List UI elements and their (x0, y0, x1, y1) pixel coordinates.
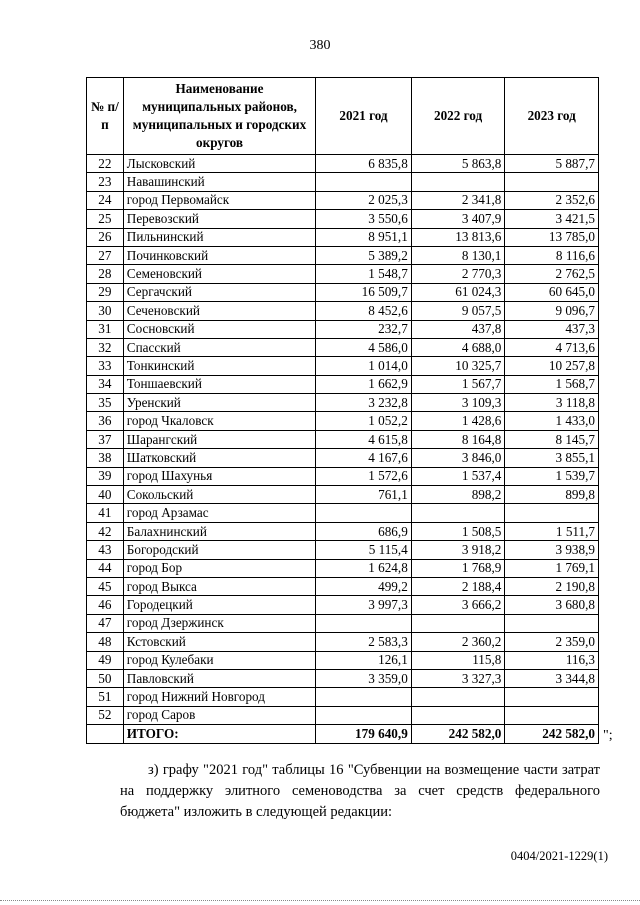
table-row (87, 651, 599, 669)
table-row (87, 357, 599, 375)
row-value-2022: 1 428,6 (411, 412, 505, 430)
amendment-paragraph (120, 760, 600, 823)
row-value-2023: 1 511,7 (505, 522, 599, 540)
total-2023: 242 582,0 (505, 725, 599, 743)
total-label: ИТОГО: (123, 725, 315, 743)
row-value-2022: 1 537,4 (411, 467, 505, 485)
row-number: 35 (87, 394, 124, 412)
table-row (87, 302, 599, 320)
table-row (87, 633, 599, 651)
table-row (87, 486, 599, 504)
row-number: 28 (87, 265, 124, 283)
table-row (87, 688, 599, 706)
row-value-2023 (505, 706, 599, 724)
row-value-2021: 1 624,8 (316, 559, 412, 577)
row-name: Павловский (123, 669, 315, 687)
row-value-2022: 3 407,9 (411, 210, 505, 228)
row-value-2022: 4 688,0 (411, 338, 505, 356)
row-value-2023: 2 359,0 (505, 633, 599, 651)
row-value-2021: 5 389,2 (316, 246, 412, 264)
row-value-2021: 2 025,3 (316, 191, 412, 209)
row-number: 26 (87, 228, 124, 246)
row-value-2023: 2 762,5 (505, 265, 599, 283)
row-name: город Бор (123, 559, 315, 577)
row-name: Семеновский (123, 265, 315, 283)
row-value-2023: 1 769,1 (505, 559, 599, 577)
table-row (87, 155, 599, 173)
table-row (87, 375, 599, 393)
subsidy-table (86, 77, 599, 744)
row-value-2023: 3 938,9 (505, 541, 599, 559)
row-number: 43 (87, 541, 124, 559)
row-number: 33 (87, 357, 124, 375)
row-value-2023 (505, 173, 599, 191)
table-row (87, 669, 599, 687)
table-row (87, 449, 599, 467)
row-value-2022: 437,8 (411, 320, 505, 338)
row-name: город Первомайск (123, 191, 315, 209)
table-row (87, 541, 599, 559)
row-value-2021: 1 548,7 (316, 265, 412, 283)
table-row (87, 559, 599, 577)
table-row (87, 430, 599, 448)
total-2021: 179 640,9 (316, 725, 412, 743)
row-value-2023: 1 539,7 (505, 467, 599, 485)
row-value-2022: 1 567,7 (411, 375, 505, 393)
row-value-2023: 3 421,5 (505, 210, 599, 228)
row-value-2021 (316, 614, 412, 632)
table-row (87, 246, 599, 264)
row-value-2021: 4 615,8 (316, 430, 412, 448)
row-name: Спасский (123, 338, 315, 356)
row-value-2023: 3 680,8 (505, 596, 599, 614)
row-value-2023: 2 352,6 (505, 191, 599, 209)
row-number: 48 (87, 633, 124, 651)
row-value-2021: 1 014,0 (316, 357, 412, 375)
row-value-2021 (316, 688, 412, 706)
row-value-2021: 3 550,6 (316, 210, 412, 228)
row-number: 49 (87, 651, 124, 669)
row-value-2023: 2 190,8 (505, 577, 599, 595)
row-value-2023: 116,3 (505, 651, 599, 669)
row-name: город Арзамас (123, 504, 315, 522)
table-row (87, 504, 599, 522)
table-row (87, 173, 599, 191)
row-value-2022: 13 813,6 (411, 228, 505, 246)
row-value-2022: 3 109,3 (411, 394, 505, 412)
table-row (87, 467, 599, 485)
row-name: город Кулебаки (123, 651, 315, 669)
row-number: 39 (87, 467, 124, 485)
table-header-row (87, 78, 599, 155)
row-value-2022 (411, 688, 505, 706)
row-number: 42 (87, 522, 124, 540)
row-value-2021: 3 359,0 (316, 669, 412, 687)
row-value-2022: 2 770,3 (411, 265, 505, 283)
row-value-2022: 2 341,8 (411, 191, 505, 209)
row-number: 50 (87, 669, 124, 687)
row-value-2023: 1 568,7 (505, 375, 599, 393)
total-num-cell (87, 725, 124, 743)
row-number: 40 (87, 486, 124, 504)
row-value-2023: 899,8 (505, 486, 599, 504)
row-number: 22 (87, 155, 124, 173)
row-number: 23 (87, 173, 124, 191)
header-2022: 2022 год (411, 78, 505, 155)
row-value-2023: 3 118,8 (505, 394, 599, 412)
row-value-2023: 60 645,0 (505, 283, 599, 301)
row-name: Уренский (123, 394, 315, 412)
row-value-2023: 10 257,8 (505, 357, 599, 375)
row-name: Навашинский (123, 173, 315, 191)
row-value-2023 (505, 614, 599, 632)
row-number: 47 (87, 614, 124, 632)
total-row (87, 725, 599, 743)
row-name: город Саров (123, 706, 315, 724)
row-name: город Нижний Новгород (123, 688, 315, 706)
row-value-2021: 686,9 (316, 522, 412, 540)
row-number: 46 (87, 596, 124, 614)
document-code: 0404/2021-1229(1) (510, 849, 608, 863)
amendment-text: з) графу "2021 год" таблицы 16 "Субвенции на возмещение части затрат на поддержку элитного семеноводства за счет средств федерального бюджета" изложить в следующей редакции: (120, 762, 600, 820)
row-number: 37 (87, 430, 124, 448)
row-value-2022: 2 360,2 (411, 633, 505, 651)
row-name: Сергачский (123, 283, 315, 301)
row-value-2023: 5 887,7 (505, 155, 599, 173)
row-value-2021: 8 452,6 (316, 302, 412, 320)
row-value-2022: 9 057,5 (411, 302, 505, 320)
row-value-2023: 3 344,8 (505, 669, 599, 687)
row-number: 52 (87, 706, 124, 724)
row-name: Лысковский (123, 155, 315, 173)
row-value-2022: 3 327,3 (411, 669, 505, 687)
row-name: город Дзержинск (123, 614, 315, 632)
row-name: Тонкинский (123, 357, 315, 375)
table-row (87, 338, 599, 356)
table-row (87, 522, 599, 540)
row-value-2021: 3 997,3 (316, 596, 412, 614)
row-name: Перевозский (123, 210, 315, 228)
row-number: 31 (87, 320, 124, 338)
row-value-2023: 13 785,0 (505, 228, 599, 246)
row-name: Шарангский (123, 430, 315, 448)
closing-quote: "; (603, 728, 613, 743)
row-number: 44 (87, 559, 124, 577)
page-number: 380 (309, 38, 331, 53)
row-value-2021: 761,1 (316, 486, 412, 504)
row-value-2022: 3 846,0 (411, 449, 505, 467)
bottom-divider (0, 900, 640, 901)
row-value-2021: 2 583,3 (316, 633, 412, 651)
row-value-2021: 3 232,8 (316, 394, 412, 412)
header-num: № п/п (87, 78, 124, 155)
row-name: Городецкий (123, 596, 315, 614)
row-value-2022: 5 863,8 (411, 155, 505, 173)
row-number: 38 (87, 449, 124, 467)
row-value-2023: 9 096,7 (505, 302, 599, 320)
row-name: Балахнинский (123, 522, 315, 540)
row-value-2023 (505, 688, 599, 706)
table-row (87, 191, 599, 209)
row-value-2021: 1 052,2 (316, 412, 412, 430)
table-row (87, 265, 599, 283)
row-value-2021: 8 951,1 (316, 228, 412, 246)
row-number: 30 (87, 302, 124, 320)
row-name: Кстовский (123, 633, 315, 651)
row-value-2022: 10 325,7 (411, 357, 505, 375)
row-value-2021: 4 586,0 (316, 338, 412, 356)
table-row (87, 210, 599, 228)
row-number: 41 (87, 504, 124, 522)
table-row (87, 412, 599, 430)
row-name: Пильнинский (123, 228, 315, 246)
row-value-2023: 4 713,6 (505, 338, 599, 356)
total-2022: 242 582,0 (411, 725, 505, 743)
table-row (87, 283, 599, 301)
row-value-2022: 3 918,2 (411, 541, 505, 559)
row-value-2023: 437,3 (505, 320, 599, 338)
row-value-2022: 115,8 (411, 651, 505, 669)
row-value-2021 (316, 504, 412, 522)
header-2021: 2021 год (316, 78, 412, 155)
row-value-2021: 1 662,9 (316, 375, 412, 393)
row-value-2023: 3 855,1 (505, 449, 599, 467)
row-value-2022 (411, 706, 505, 724)
row-value-2021: 1 572,6 (316, 467, 412, 485)
table-row (87, 706, 599, 724)
row-name: Богородский (123, 541, 315, 559)
header-name: Наименование муниципальных районов, муниципальных и городских округов (123, 78, 315, 155)
row-value-2021: 6 835,8 (316, 155, 412, 173)
row-number: 34 (87, 375, 124, 393)
row-name: город Выкса (123, 577, 315, 595)
row-number: 36 (87, 412, 124, 430)
row-value-2023: 1 433,0 (505, 412, 599, 430)
row-value-2021: 126,1 (316, 651, 412, 669)
row-value-2022: 8 130,1 (411, 246, 505, 264)
row-value-2021: 16 509,7 (316, 283, 412, 301)
table-row (87, 577, 599, 595)
row-number: 24 (87, 191, 124, 209)
row-value-2022 (411, 614, 505, 632)
table-row (87, 596, 599, 614)
row-value-2022: 898,2 (411, 486, 505, 504)
table-row (87, 614, 599, 632)
row-name: Шатковский (123, 449, 315, 467)
table-row (87, 228, 599, 246)
header-2023: 2023 год (505, 78, 599, 155)
table-row (87, 394, 599, 412)
row-value-2023: 8 145,7 (505, 430, 599, 448)
row-number: 27 (87, 246, 124, 264)
row-value-2021 (316, 173, 412, 191)
row-value-2022: 2 188,4 (411, 577, 505, 595)
row-number: 51 (87, 688, 124, 706)
row-name: Сосновский (123, 320, 315, 338)
row-value-2022 (411, 504, 505, 522)
row-number: 32 (87, 338, 124, 356)
row-name: город Чкаловск (123, 412, 315, 430)
row-name: Починковский (123, 246, 315, 264)
row-value-2021 (316, 706, 412, 724)
row-value-2021: 5 115,4 (316, 541, 412, 559)
row-value-2022: 8 164,8 (411, 430, 505, 448)
row-name: Сокольский (123, 486, 315, 504)
row-value-2022: 61 024,3 (411, 283, 505, 301)
row-number: 29 (87, 283, 124, 301)
row-value-2023 (505, 504, 599, 522)
row-value-2023: 8 116,6 (505, 246, 599, 264)
row-number: 25 (87, 210, 124, 228)
row-value-2021: 499,2 (316, 577, 412, 595)
row-value-2021: 4 167,6 (316, 449, 412, 467)
row-number: 45 (87, 577, 124, 595)
row-value-2022: 3 666,2 (411, 596, 505, 614)
table-row (87, 320, 599, 338)
row-value-2021: 232,7 (316, 320, 412, 338)
row-name: город Шахунья (123, 467, 315, 485)
row-value-2022: 1 508,5 (411, 522, 505, 540)
row-name: Сеченовский (123, 302, 315, 320)
row-name: Тоншаевский (123, 375, 315, 393)
row-value-2022 (411, 173, 505, 191)
row-value-2022: 1 768,9 (411, 559, 505, 577)
